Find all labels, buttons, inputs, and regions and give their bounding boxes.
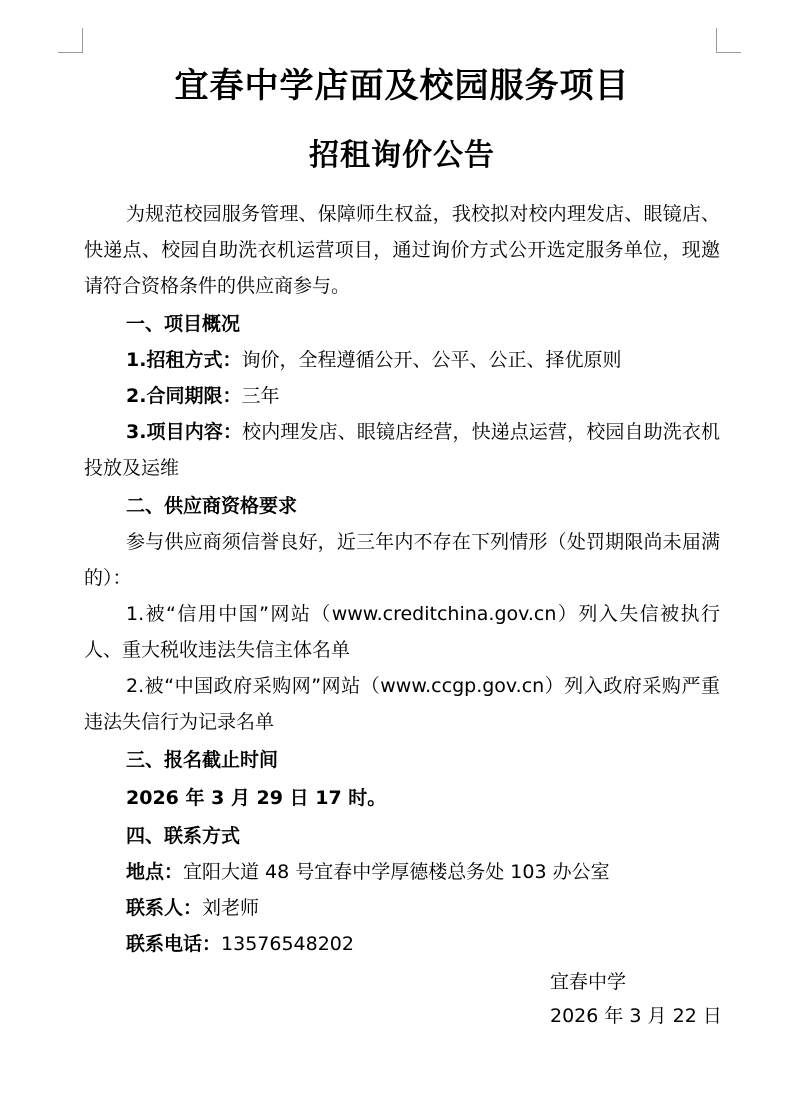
item-label: 3.项目内容： — [126, 421, 243, 443]
item-text: 校内理发店、眼镜店经营，快递点运营，校园自助洗衣机投放及运维 — [84, 421, 720, 479]
section3-heading: 三、报名截止时间 — [126, 749, 279, 771]
contact-label: 联系人： — [126, 897, 203, 919]
contact-value: 刘老师 — [202, 897, 260, 919]
item-label: 1.招租方式： — [126, 349, 242, 371]
section4-heading: 四、联系方式 — [126, 825, 241, 847]
item-text: 三年 — [241, 385, 280, 407]
address-label: 地点： — [126, 861, 184, 883]
requirement-item: 2.被“中国政府采购网”网站（www.ccgp.gov.cn）列入政府采购严重违法失信行为记录名单 — [84, 675, 720, 733]
address-value: 宜阳大道 48 号宜春中学厚德楼总务处 103 办公室 — [183, 861, 610, 883]
item-text: 询价，全程遵循公开、公平、公正、择优原则 — [241, 349, 622, 371]
signature-org: 宜春中学 — [550, 971, 627, 993]
phone-value: 13576548202 — [221, 933, 354, 955]
deadline-text: 2026 年 3 月 29 日 17 时。 — [126, 787, 387, 809]
item-contract-term — [126, 378, 279, 414]
document-subtitle: 招租询价公告 — [309, 138, 495, 173]
item-project-content — [84, 414, 720, 486]
item-label: 2.合同期限： — [126, 385, 242, 407]
intro-paragraph: 为规范校园服务管理、保障师生权益，我校拟对校内理发店、眼镜店、快递点、校园自助洗衣机运营项目，通过询价方式公开选定服务单位，现邀请符合资格条件的供应商参与。 — [84, 203, 720, 297]
contact-person — [126, 890, 259, 926]
contact-address — [126, 854, 610, 890]
page-corner-mark-right — [716, 28, 741, 53]
document-title: 宜春中学店面及校园服务项目 — [174, 66, 630, 106]
section2-heading: 二、供应商资格要求 — [126, 495, 298, 517]
signature-date: 2026 年 3 月 22 日 — [550, 1005, 722, 1027]
page-corner-mark-left — [58, 28, 83, 53]
section2-intro: 参与供应商须信誉良好，近三年内不存在下列情形（处罚期限尚未届满的）： — [84, 531, 720, 589]
item-rental-method — [126, 342, 621, 378]
phone-label: 联系电话： — [126, 933, 222, 955]
contact-phone — [126, 926, 354, 962]
section1-heading: 一、项目概况 — [126, 313, 241, 335]
requirement-item: 1.被“信用中国”网站（www.creditchina.gov.cn）列入失信被执行人、重大税收违法失信主体名单 — [84, 603, 720, 661]
